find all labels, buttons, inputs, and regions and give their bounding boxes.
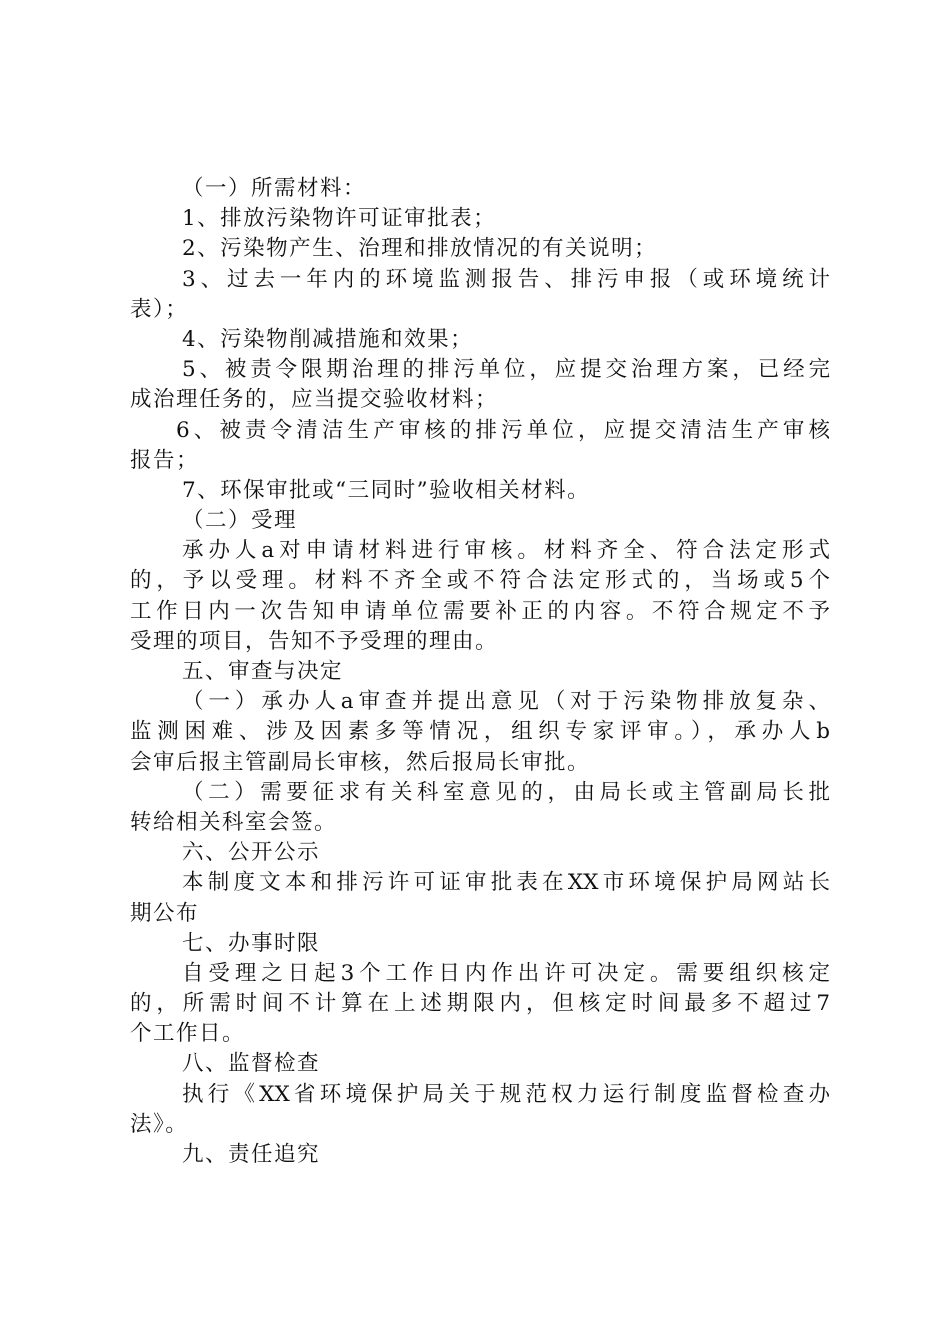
text-line: 7、环保审批或“三同时”验收相关材料。 — [182, 477, 591, 503]
text-line: 转给相关科室会签。 — [130, 809, 338, 835]
document-body — [130, 174, 830, 1170]
text-line: 执行《XX省环境保护局关于规范权力运行制度监督检查办 — [182, 1081, 830, 1107]
text-line: 个工作日。 — [130, 1021, 246, 1047]
text-line: 承办人a对申请材料进行审核。材料齐全、符合法定形式 — [182, 538, 830, 564]
text-line: 八、监督检查 — [182, 1051, 321, 1077]
text-line: 成治理任务的，应当提交验收材料； — [130, 387, 499, 413]
text-line: 1、排放污染物许可证审批表； — [182, 206, 497, 232]
text-line: 监测困难、涉及因素多等情况，组织专家评审。），承办人b — [130, 719, 830, 745]
text-line: （二）需要征求有关科室意见的，由局长或主管副局长批 — [182, 779, 830, 805]
text-line: 期公布 — [130, 900, 200, 926]
text-line: 会审后报主管副局长审核，然后报局长审批。 — [130, 749, 591, 775]
text-line: 本制度文本和排污许可证审批表在XX市环境保护局网站长 — [182, 870, 830, 896]
text-line: 2、污染物产生、治理和排放情况的有关说明； — [182, 236, 658, 262]
text-line: （一）承办人a审查并提出意见（对于污染物排放复杂、 — [182, 689, 830, 715]
text-line: 五、审查与决定 — [182, 659, 344, 684]
text-line: 受理的项目，告知不予受理的理由。 — [130, 628, 499, 654]
text-line: 七、办事时限 — [182, 930, 321, 956]
text-line: 表）； — [130, 296, 189, 322]
text-line: （二）受理 — [182, 508, 298, 534]
text-line: 法》。 — [130, 1111, 189, 1137]
text-line: 九、责任追究 — [182, 1142, 321, 1167]
text-line: 报告； — [130, 447, 200, 473]
text-line: 六、公开公示 — [182, 840, 321, 866]
text-line: 工作日内一次告知申请单位需要补正的内容。不符合规定不予 — [130, 598, 830, 624]
text-line: 6、被责令清洁生产审核的排污单位，应提交清洁生产审核 — [176, 417, 830, 443]
text-line: 的，所需时间不计算在上述期限内，但核定时间最多不超过7 — [130, 991, 830, 1017]
text-line: 3、过去一年内的环境监测报告、排污申报（或环境统计 — [182, 266, 830, 292]
text-line: （一）所需材料： — [182, 176, 367, 201]
text-line: 5、被责令限期治理的排污单位，应提交治理方案，已经完 — [182, 357, 830, 383]
text-line: 4、污染物削减措施和效果； — [182, 326, 474, 352]
text-line: 的，予以受理。材料不齐全或不符合法定形式的，当场或5个 — [130, 568, 830, 594]
text-line: 自受理之日起3个工作日内作出许可决定。需要组织核定 — [182, 960, 830, 986]
